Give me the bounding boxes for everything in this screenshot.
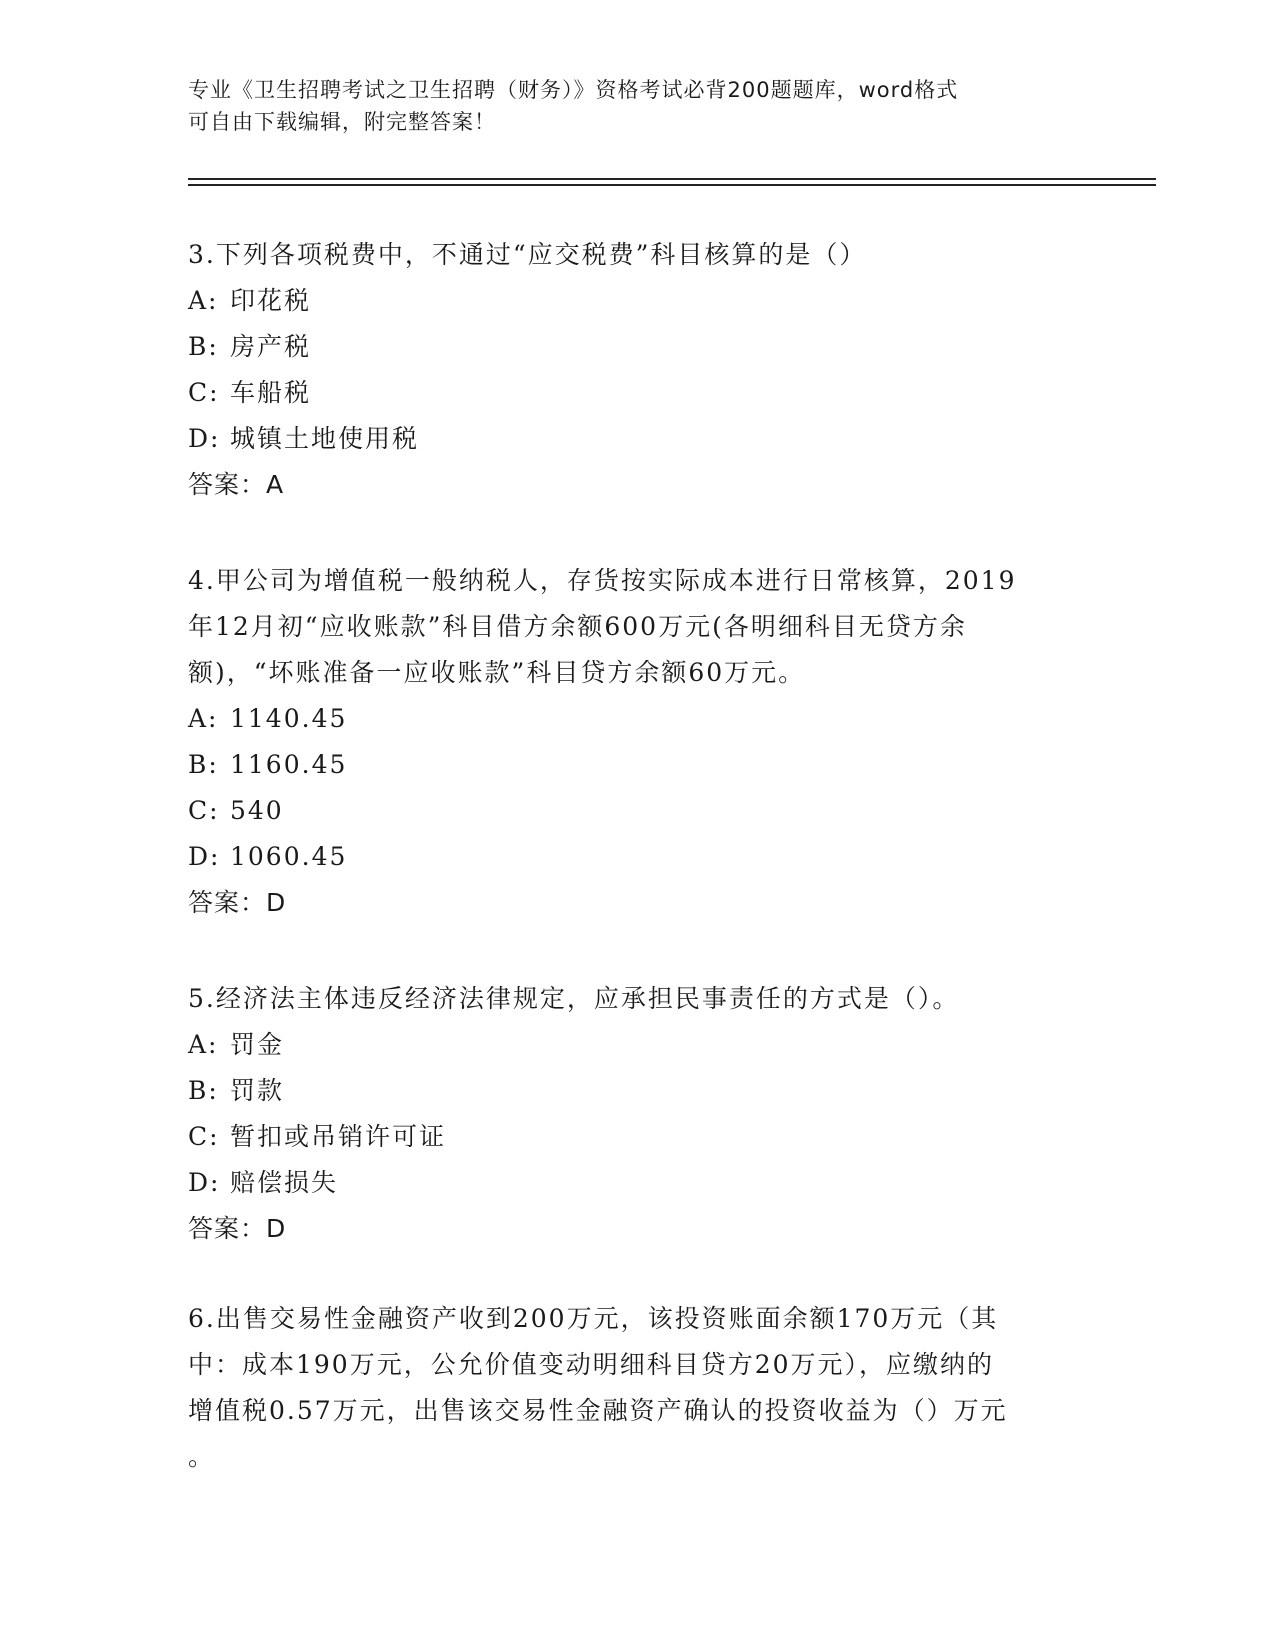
document-header xyxy=(188,74,1088,138)
option-a xyxy=(188,278,1088,324)
option-c xyxy=(188,1114,1088,1160)
header-divider-top xyxy=(188,178,1156,180)
option-text: 暂扣或吊销许可证 xyxy=(230,1122,447,1151)
question-stem xyxy=(188,232,1088,278)
stem-line: 5.经济法主体违反经济法律规定，应承担民事责任的方式是（）。 xyxy=(188,984,960,1013)
option-text: 1140.45 xyxy=(230,704,348,733)
option-a xyxy=(188,696,1088,742)
option-b xyxy=(188,742,1088,788)
header-divider-bottom xyxy=(188,184,1156,186)
question-stem xyxy=(188,1296,1088,1480)
option-key: B: xyxy=(188,1076,219,1105)
option-key: D: xyxy=(188,424,221,453)
stem-line: 6.出售交易性金融资产收到200万元，该投资账面余额170万元（其 xyxy=(188,1304,999,1333)
question-6 xyxy=(188,1296,1088,1480)
question-stem xyxy=(188,558,1088,696)
option-key: A: xyxy=(188,1030,219,1059)
stem-line: 年12月初“应收账款”科目借方余额600万元(各明细科目无贷方余 xyxy=(188,612,967,641)
option-c xyxy=(188,788,1088,834)
answer-line: 答案：D xyxy=(188,888,287,917)
option-key: C: xyxy=(188,796,220,825)
option-text: 1060.45 xyxy=(230,842,348,871)
answer-line: 答案：A xyxy=(188,470,285,499)
option-d xyxy=(188,1160,1088,1206)
option-b xyxy=(188,1068,1088,1114)
option-text: 罚款 xyxy=(230,1076,285,1105)
option-text: 1160.45 xyxy=(230,750,348,779)
option-text: 房产税 xyxy=(230,332,312,361)
header-line-2: 可自由下载编辑，附完整答案！ xyxy=(188,110,496,134)
option-key: C: xyxy=(188,1122,220,1151)
option-key: B: xyxy=(188,750,219,779)
option-key: A: xyxy=(188,286,219,315)
option-a xyxy=(188,1022,1088,1068)
stem-line: 中：成本190万元，公允价值变动明细科目贷方20万元），应缴纳的 xyxy=(188,1350,995,1379)
question-5 xyxy=(188,976,1088,1252)
option-text: 540 xyxy=(230,796,284,825)
option-d xyxy=(188,416,1088,462)
option-c xyxy=(188,370,1088,416)
header-line-1: 专业《卫生招聘考试之卫生招聘（财务）》资格考试必背200题题库，word格式 xyxy=(188,78,959,102)
option-key: B: xyxy=(188,332,219,361)
answer-line: 答案：D xyxy=(188,1214,287,1243)
option-text: 印花税 xyxy=(230,286,312,315)
stem-line: 额)，“坏账准备一应收账款”科目贷方余额60万元。 xyxy=(188,658,806,687)
option-d xyxy=(188,834,1088,880)
question-3 xyxy=(188,232,1088,508)
option-key: D: xyxy=(188,842,221,871)
question-stem xyxy=(188,976,1088,1022)
option-key: A: xyxy=(188,704,219,733)
option-text: 车船税 xyxy=(230,378,312,407)
stem-line: 增值税0.57万元，出售该交易性金融资产确认的投资收益为（）万元 xyxy=(188,1396,1008,1425)
question-4 xyxy=(188,558,1088,926)
option-text: 赔偿损失 xyxy=(230,1168,339,1197)
option-text: 罚金 xyxy=(230,1030,285,1059)
stem-line: 。 xyxy=(188,1442,216,1471)
stem-line: 3.下列各项税费中，不通过“应交税费”科目核算的是（） xyxy=(188,240,867,269)
option-key: C: xyxy=(188,378,220,407)
option-text: 城镇土地使用税 xyxy=(230,424,420,453)
stem-line: 4.甲公司为增值税一般纳税人，存货按实际成本进行日常核算，2019 xyxy=(188,566,1017,595)
option-b xyxy=(188,324,1088,370)
option-key: D: xyxy=(188,1168,221,1197)
